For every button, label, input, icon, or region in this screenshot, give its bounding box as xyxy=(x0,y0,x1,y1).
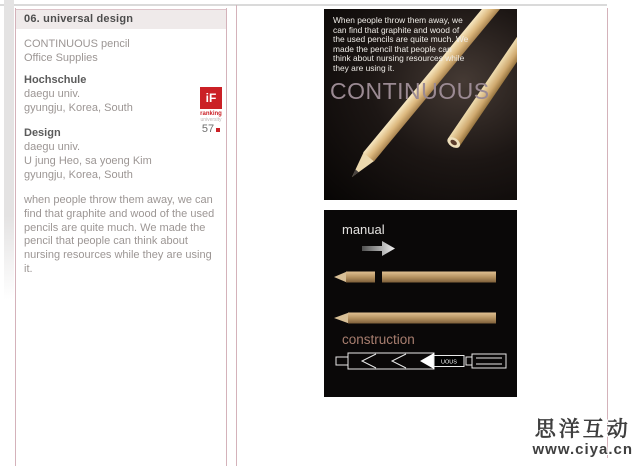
vertical-rule-mid1 xyxy=(226,8,227,466)
hochschule-line: daegu univ. xyxy=(24,88,81,100)
if-ranking-label: ranking xyxy=(200,111,222,117)
design-label: Design xyxy=(24,127,61,139)
entry-details xyxy=(16,29,226,277)
if-rank-value: 57 xyxy=(194,123,228,135)
watermark-url: www.ciya.cn xyxy=(532,441,633,458)
product-description: when people throw them away, we can find that graphite and wood of the used pencils are quite much. We made the pencil that people can think about nursing resources while they are using it. xyxy=(24,194,215,275)
manual-label: manual xyxy=(342,222,385,237)
hero-image[interactable] xyxy=(324,9,517,200)
joined-pencil xyxy=(334,313,496,324)
vertical-rule-right xyxy=(607,8,608,458)
direction-arrow-icon xyxy=(362,241,395,256)
design-line: gyungju, Korea, South xyxy=(24,169,133,181)
if-rank-dot xyxy=(216,128,220,132)
tip-piece-label: UOUS xyxy=(441,359,457,366)
design-line: U jung Heo, sa yoeng Kim xyxy=(24,155,152,167)
hero-brand-text: CONTINUOUS xyxy=(330,78,490,104)
vertical-rule-mid2 xyxy=(236,5,237,466)
category-header: 06. universal design xyxy=(16,9,226,29)
site-watermark xyxy=(533,419,633,458)
diagram-illustration xyxy=(324,210,517,397)
if-ranking-badge[interactable] xyxy=(194,87,228,135)
hero-caption: When people throw them away, we can find that graphite and wood of the used pencils are quite much. We made the pencil that people can think about nursing resources while they are using it. xyxy=(333,15,469,73)
entry-info-panel xyxy=(16,9,226,277)
if-ranking-sublabel: university xyxy=(200,117,222,123)
construction-label: construction xyxy=(342,332,415,347)
diagram-image[interactable] xyxy=(324,210,517,397)
if-logo: iF xyxy=(200,87,222,109)
left-gutter xyxy=(4,0,14,300)
hochschule-line: gyungju, Korea, South xyxy=(24,102,133,114)
watermark-brand: 思洋互动 xyxy=(534,418,631,441)
top-divider xyxy=(0,4,607,6)
split-pencil xyxy=(334,272,496,283)
construction-drawing xyxy=(336,353,506,369)
design-line: daegu univ. xyxy=(24,141,81,153)
image-gallery xyxy=(324,9,517,397)
hochschule-label: Hochschule xyxy=(24,74,87,86)
product-category: Office Supplies xyxy=(24,52,98,64)
product-name: CONTINUOUS pencil xyxy=(24,38,130,50)
